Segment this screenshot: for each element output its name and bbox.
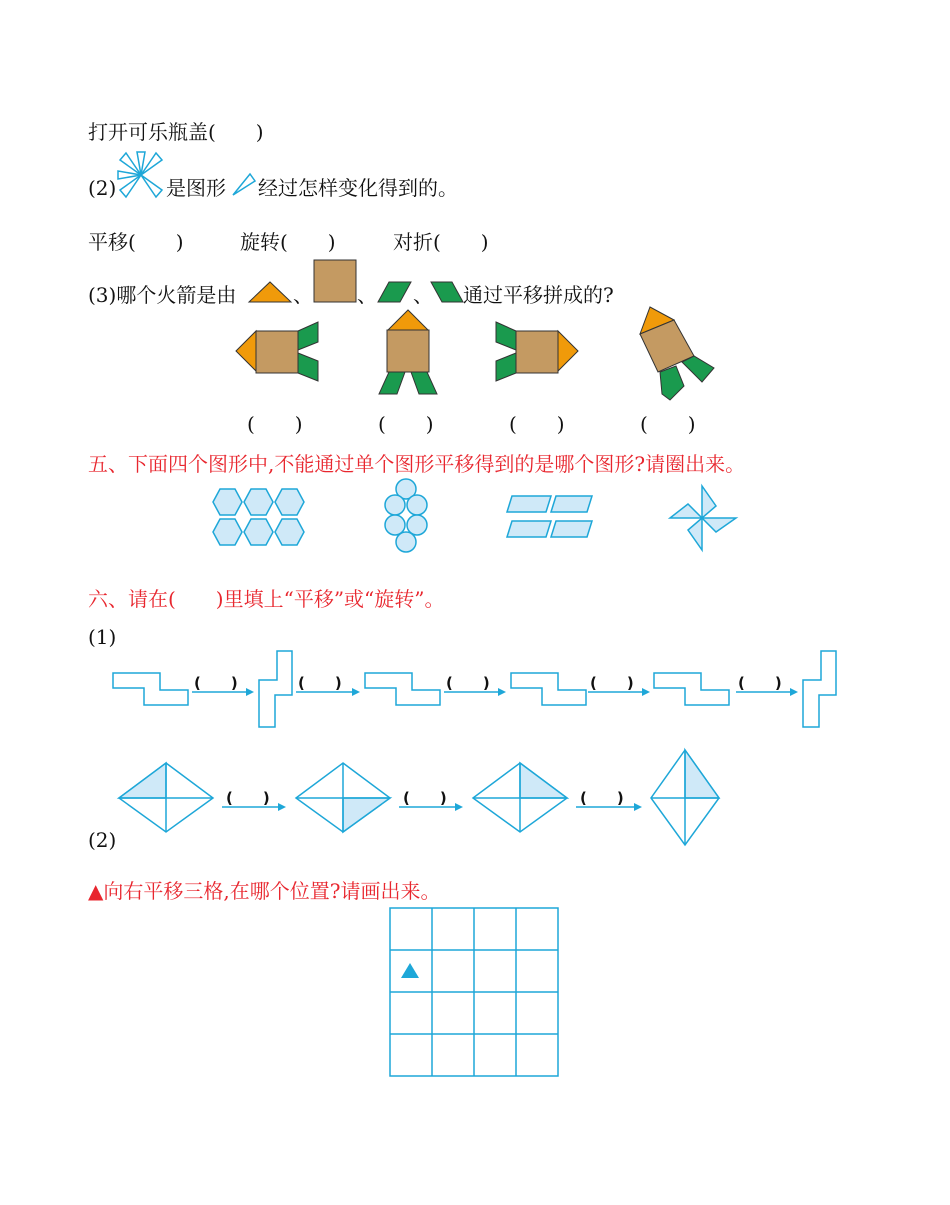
diamond-vertical-shaded-top-right: [648, 748, 722, 848]
z-shape-3: [508, 670, 590, 708]
section-5-title: 五、下面四个图形中,不能通过单个图形平移得到的是哪个图形?请圈出来。: [88, 452, 746, 476]
option-translate: 平移( ): [88, 230, 184, 254]
translation-grid[interactable]: [389, 907, 561, 1079]
part1-blank-5[interactable]: ( ): [738, 674, 782, 692]
green-parallelogram-left-piece: [430, 281, 464, 303]
single-petal-figure: [230, 172, 258, 198]
diamond-shaded-top-left: [116, 761, 216, 835]
part2-blank-3[interactable]: ( ): [580, 789, 624, 807]
z-shape-rotated-2: [800, 648, 840, 730]
part1-blank-1[interactable]: ( ): [194, 674, 238, 692]
question-2-middle: 是图形: [166, 176, 226, 200]
pinwheel-flower-figure: [116, 150, 166, 200]
rocket-option-b: [375, 308, 441, 398]
rocket-option-c: [494, 320, 584, 384]
arrow-right-icon: [220, 801, 288, 813]
z-shape-rotated-1: [256, 648, 296, 730]
option-fold: 对折( ): [393, 230, 489, 254]
question-3-suffix: 通过平移拼成的?: [463, 283, 614, 307]
section-6-title: 六、请在( )里填上“平移”或“旋转”。: [88, 587, 445, 611]
z-shape-1: [110, 670, 192, 708]
arrow-right-icon: [574, 801, 644, 813]
orange-triangle-piece: [248, 280, 292, 304]
circles-figure: [382, 478, 432, 556]
question-2-prefix: (2): [88, 176, 117, 200]
z-shape-2: [362, 670, 444, 708]
part-1-label: (1): [88, 625, 117, 649]
part2-blank-2[interactable]: ( ): [403, 789, 447, 807]
hexagon-tiling-figure: [212, 487, 308, 549]
rocket-d-answer-blank[interactable]: ( ): [640, 412, 696, 436]
part1-blank-3[interactable]: ( ): [446, 674, 490, 692]
green-parallelogram-right-piece: [377, 281, 413, 303]
question-2-suffix: 经过怎样变化得到的。: [258, 176, 458, 200]
rocket-option-a: [234, 320, 324, 384]
separator-3: 、: [413, 283, 433, 307]
rocket-b-answer-blank[interactable]: ( ): [378, 412, 434, 436]
rocket-option-d: [628, 300, 728, 404]
option-rotate: 旋转( ): [240, 230, 336, 254]
diamond-shaded-top-right: [470, 761, 570, 835]
rocket-c-answer-blank[interactable]: ( ): [509, 412, 565, 436]
rocket-a-answer-blank[interactable]: ( ): [247, 412, 303, 436]
arrow-right-icon: [397, 801, 465, 813]
section-7-title: [88, 878, 440, 904]
question-3-prefix: (3)哪个火箭是由: [88, 283, 237, 307]
arrow-right-icon: [442, 686, 508, 698]
blue-triangle-icon: [401, 963, 419, 978]
part-2-label: (2): [88, 828, 117, 852]
arrow-right-icon: [586, 686, 652, 698]
separator-1: 、: [293, 283, 313, 307]
question-open-cola-text: 打开可乐瓶盖( ): [88, 120, 264, 144]
z-shape-4: [651, 670, 733, 708]
brown-square-piece: [313, 259, 357, 303]
section-7-title-text: 向右平移三格,在哪个位置?请画出来。: [103, 879, 441, 903]
pinwheel-figure: [668, 484, 740, 552]
separator-2: 、: [357, 283, 377, 307]
part1-blank-2[interactable]: ( ): [298, 674, 342, 692]
diamond-shaded-bottom-right: [293, 761, 393, 835]
arrow-right-icon: [734, 686, 800, 698]
part1-blank-4[interactable]: ( ): [590, 674, 634, 692]
parallelograms-figure: [506, 494, 596, 540]
arrow-right-icon: [190, 686, 256, 698]
triangle-marker-icon: ▲: [88, 879, 104, 903]
arrow-right-icon: [294, 686, 362, 698]
part2-blank-1[interactable]: ( ): [226, 789, 270, 807]
